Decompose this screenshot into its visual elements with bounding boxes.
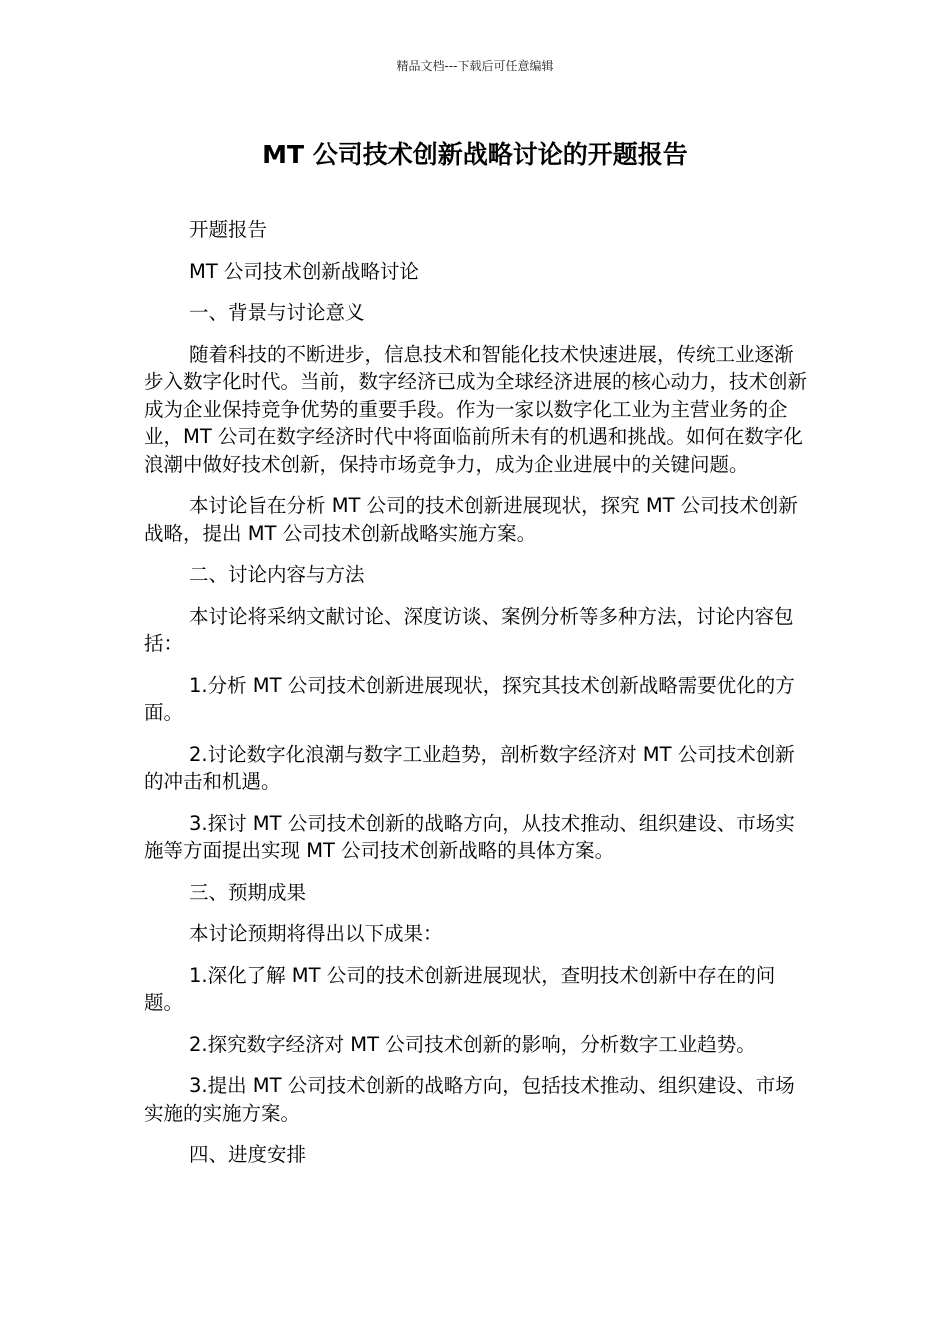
heading-topic: MT 公司技术创新战略讨论: [189, 259, 419, 283]
list-item-content-1: 1.分析 MT 公司技术创新进展现状，探究其技术创新战略需要优化的方面。: [144, 673, 795, 724]
section-heading-schedule: 四、进度安排: [189, 1143, 307, 1166]
paragraph-results-intro: 本讨论预期将得出以下成果：: [189, 922, 443, 945]
list-item-content-3: 3.探讨 MT 公司技术创新的战略方向，从技术推动、组织建设、市场实施等方面提出实现 MT 公司技术创新战略的具体方案。: [144, 811, 795, 862]
document-body: [144, 216, 808, 1183]
paragraph-method-intro: 本讨论将采纳文献讨论、深度访谈、案例分析等多种方法，讨论内容包括：: [144, 604, 794, 655]
list-item-content-2: 2.讨论数字化浪潮与数字工业趋势，剖析数字经济对 MT 公司技术创新的冲击和机遇。: [144, 742, 795, 793]
section-heading-background: 一、背景与讨论意义: [189, 301, 365, 324]
section-heading-content-method: 二、讨论内容与方法: [189, 563, 365, 586]
list-item-result-3: 3.提出 MT 公司技术创新的战略方向，包括技术推动、组织建设、市场实施的实施方案。: [144, 1074, 795, 1125]
page-header: 精品文档---下载后可任意编辑: [396, 59, 554, 73]
paragraph-purpose: 本讨论旨在分析 MT 公司的技术创新进展现状，探究 MT 公司技术创新战略，提出 MT 公司技术创新战略实施方案。: [144, 494, 798, 545]
list-item-result-2: 2.探究数字经济对 MT 公司技术创新的影响，分析数字工业趋势。: [189, 1032, 756, 1056]
heading-report: 开题报告: [189, 218, 268, 241]
document-title: MT 公司技术创新战略讨论的开题报告: [262, 140, 688, 169]
section-heading-expected-results: 三、预期成果: [189, 880, 307, 904]
paragraph-background: 随着科技的不断进步，信息技术和智能化技术快速进展，传统工业逐渐步入数字化时代。当前，数字经济已成为全球经济进展的核心动力，技术创新成为企业保持竞争优势的重要手段。作为一家以数字化工业为主营业务的企业，MT 公司在数字经济时代中将面临前所未有的机遇和挑战。如何在数字化浪潮中做好技术创新，保持市场竞争力，成为企业进展中的关键问题。: [144, 342, 808, 476]
list-item-result-1: 1.深化了解 MT 公司的技术创新进展现状，查明技术创新中存在的问题。: [144, 963, 776, 1014]
